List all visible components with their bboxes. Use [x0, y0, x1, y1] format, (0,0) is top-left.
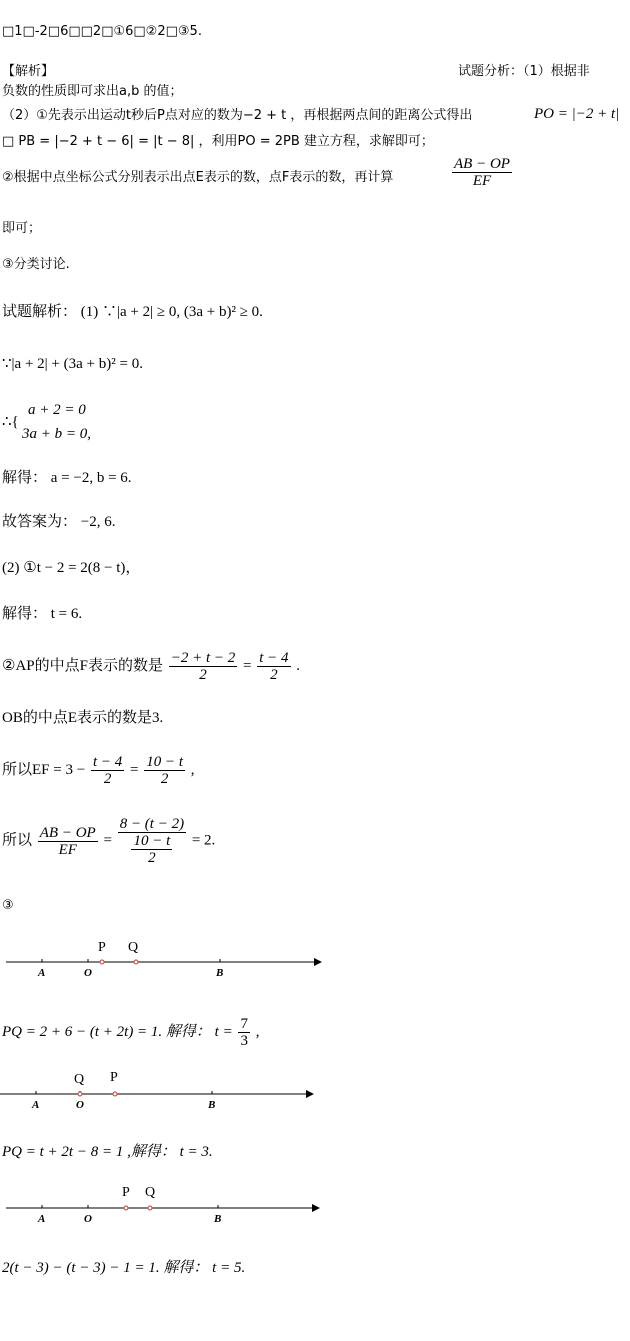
analysis-fraction	[450, 156, 514, 189]
number-line-case-1	[0, 932, 330, 980]
analysis-title: 【解析】	[2, 64, 55, 79]
solution-line-7: 解得： t = 6.	[2, 606, 83, 622]
solution-line-10-f2-num: 10 − t	[146, 754, 183, 770]
solution-line-6: (2) ①t − 2 = 2(8 − t)，	[2, 560, 141, 576]
solution-line-1: 试题解析： (1) ∵|a + 2| ≥ 0, (3a + b)² ≥ 0.	[2, 304, 263, 320]
point-q	[148, 1206, 152, 1210]
solution-brace: ∴{	[2, 414, 19, 430]
analysis-line-1: 负数的性质即可求出a,b 的值；	[2, 84, 183, 99]
point-p	[124, 1206, 128, 1210]
label-b: B	[208, 1099, 216, 1111]
label-a: A	[38, 1213, 46, 1225]
number-line-case-2	[0, 1064, 330, 1112]
analysis-line-4: ②根据中点坐标公式分别表示出点E表示的数，点F表示的数，再计算	[2, 170, 394, 185]
solution-line-8-f2-den: 2	[257, 666, 290, 683]
solution-eq-2: 3a + b = 0,	[22, 426, 91, 442]
solution-line-11-f1-num: AB − OP	[39, 824, 96, 841]
label-q: Q	[74, 1072, 85, 1087]
analysis-line-3: □ PB = |−2 + t − 6| = |t − 8| ，利用PO = 2PB 建立方程，求解即可；	[2, 134, 434, 149]
solution-line-8-prefix: ②AP的中点F表示的数是	[2, 657, 163, 674]
solution-line-8-eq: =	[243, 657, 252, 674]
solution-line-8	[2, 650, 300, 683]
solution-line-11-f2-num: 8 − (t − 2)	[119, 816, 185, 832]
solution-line-8-f1-num: −2 + t − 2	[170, 650, 236, 666]
solution-line-4: 解得： a = −2, b = 6.	[2, 470, 132, 486]
solution-line-10-end: ,	[190, 761, 195, 778]
analysis-line-6: ③分类讨论.	[2, 257, 70, 272]
label-p: P	[122, 1185, 130, 1200]
solution-case-marker: ③	[2, 898, 14, 913]
label-p: P	[98, 940, 106, 955]
solution-line-11-end: = 2.	[191, 832, 216, 849]
case-2-equation: PQ = t + 2t − 8 = 1 ,解得： t = 3.	[2, 1144, 213, 1160]
solution-line-2: ∵|a + 2| + (3a + b)² = 0.	[2, 356, 143, 372]
solution-line-10-f1-den: 2	[91, 770, 124, 787]
answer-line: □1□-2□6□□2□①6□②2□③5.	[2, 24, 202, 39]
label-q: Q	[128, 940, 139, 955]
solution-eq-1: a + 2 = 0	[28, 402, 86, 418]
solution-line-11-f1-den: EF	[38, 841, 98, 858]
analysis-head: 试题分析：（1）根据非	[458, 64, 590, 79]
label-b: B	[216, 967, 224, 979]
solution-line-8-end: .	[296, 657, 301, 674]
case-3-equation: 2(t − 3) − (t − 3) − 1 = 1. 解得： t = 5.	[2, 1260, 246, 1276]
solution-line-11-prefix: 所以	[2, 832, 33, 849]
label-o: O	[84, 1213, 92, 1225]
analysis-line-2-formula: PO = |−2 + t|	[534, 106, 620, 122]
case-1-text: PQ = 2 + 6 − (t + 2t) = 1. 解得： t =	[2, 1023, 233, 1040]
case-1-frac-den: 3	[240, 1033, 248, 1049]
analysis-line-2: （2）①先表示出运动t秒后P点对应的数为−2 + t ，再根据两点间的距离公式得出	[2, 108, 473, 123]
label-b: B	[214, 1213, 222, 1225]
solution-line-11	[2, 816, 215, 866]
analysis-fraction-num: AB − OP	[454, 156, 510, 172]
solution-line-10-eq: =	[129, 761, 139, 778]
label-q: Q	[145, 1185, 156, 1200]
label-o: O	[76, 1099, 84, 1111]
analysis-fraction-den: EF	[452, 172, 512, 189]
label-p: P	[110, 1070, 118, 1085]
point-q	[134, 960, 138, 964]
solution-line-10-prefix: 所以EF = 3 −	[2, 761, 86, 778]
case-1-frac-num: 7	[240, 1016, 248, 1032]
label-a: A	[38, 967, 46, 979]
solution-line-11-f2-den-den: 2	[131, 849, 172, 866]
solution-line-8-f1-den: 2	[169, 666, 238, 683]
solution-line-10-f2-den: 2	[144, 770, 185, 787]
point-q	[78, 1092, 82, 1096]
axis-arrow-icon	[312, 1204, 320, 1212]
point-p	[113, 1092, 117, 1096]
axis-arrow-icon	[306, 1090, 314, 1098]
solution-line-11-f2-den-num: 10 − t	[133, 833, 171, 849]
solution-line-9: OB的中点E表示的数是3.	[2, 710, 164, 726]
solution-line-5: 故答案为： −2, 6.	[2, 514, 116, 530]
label-o: O	[84, 967, 92, 979]
point-p	[100, 960, 104, 964]
solution-line-8-f2-num: t − 4	[259, 650, 289, 666]
case-1-end: ,	[255, 1023, 260, 1040]
label-a: A	[32, 1099, 40, 1111]
number-line-case-3	[0, 1178, 330, 1226]
analysis-line-5: 即可；	[2, 221, 42, 236]
axis-arrow-icon	[314, 958, 322, 966]
case-1-equation	[2, 1016, 259, 1049]
solution-line-10-f1-num: t − 4	[92, 754, 123, 770]
solution-line-10	[2, 754, 195, 787]
solution-line-11-eq: =	[103, 832, 112, 849]
